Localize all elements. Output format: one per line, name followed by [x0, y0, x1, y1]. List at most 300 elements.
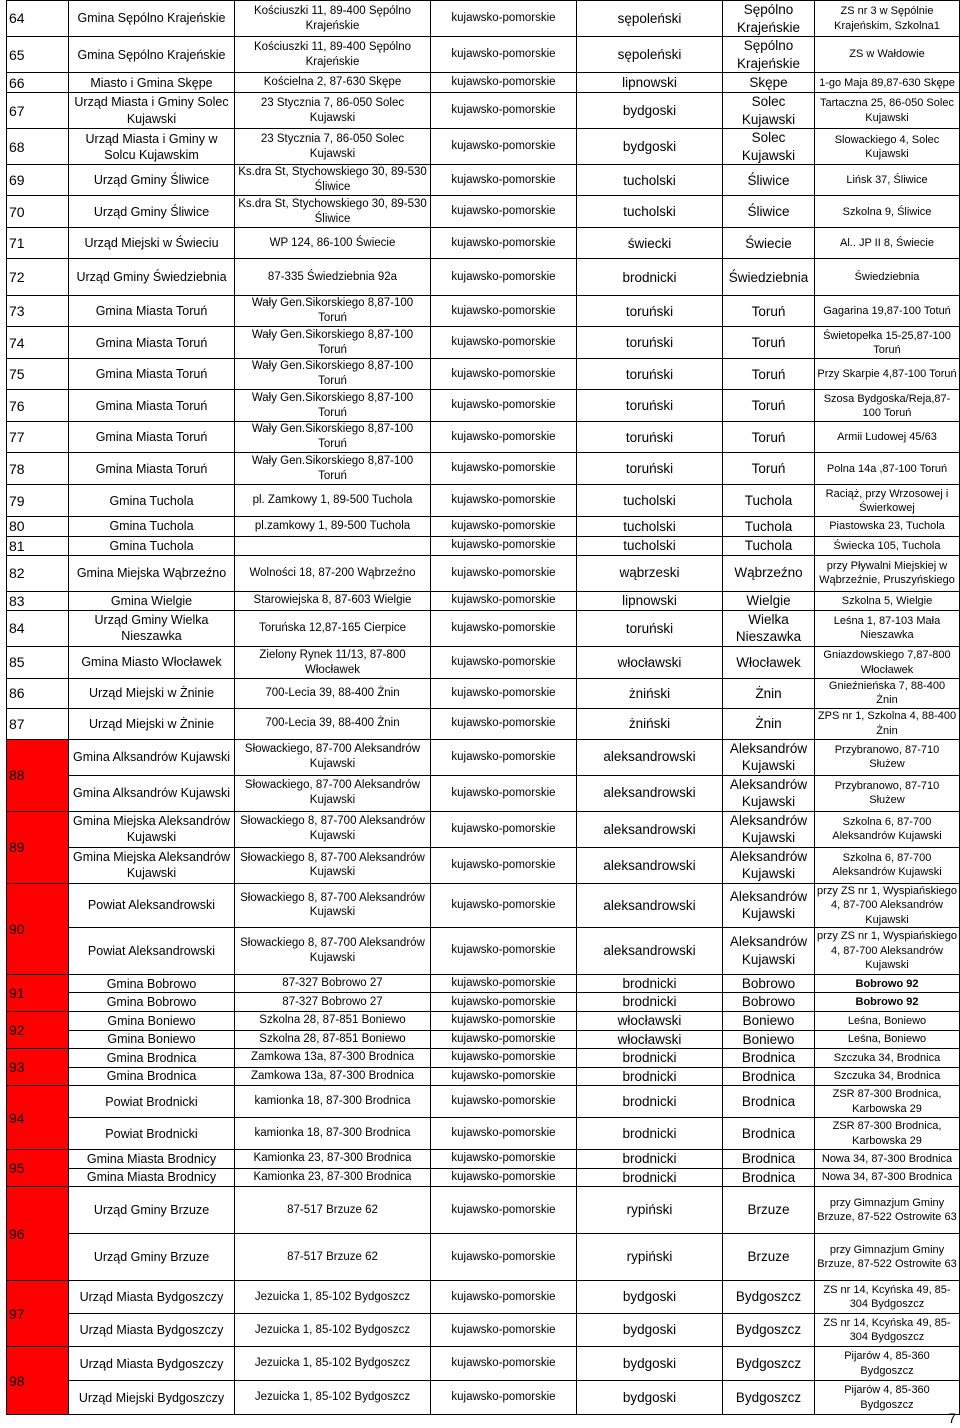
- location-cell: Leśna, Boniewo: [815, 1030, 960, 1049]
- institution-name-cell: Gmina Brodnica: [69, 1067, 235, 1086]
- voivodeship-cell: kujawsko-pomorskie: [431, 37, 577, 73]
- voivodeship-cell: kujawsko-pomorskie: [431, 259, 577, 296]
- table-row: [7, 1234, 960, 1281]
- institution-address-cell: Ks.dra St, Stychowskiego 30, 89-530 Śliwice: [235, 196, 431, 228]
- institution-address-cell: Wały Gen.Sikorskiego 8,87-100 Toruń: [235, 422, 431, 453]
- table-row: [7, 129, 960, 165]
- voivodeship-cell: kujawsko-pomorskie: [431, 129, 577, 165]
- county-cell: włocławski: [577, 1011, 723, 1030]
- institution-address-cell: pl.zamkowy 1, 89-500 Tuchola: [235, 517, 431, 536]
- county-cell: brodnicki: [577, 1049, 723, 1068]
- locality-cell: Aleksandrów Kujawski: [723, 884, 815, 928]
- location-cell: Pijarów 4, 85-360 Bydgoszcz: [815, 1381, 960, 1415]
- institution-name-cell: Urząd Miasta Bydgoszczy: [69, 1347, 235, 1381]
- institution-name-cell: Gmina Miasta Toruń: [69, 390, 235, 422]
- county-cell: żniński: [577, 679, 723, 709]
- county-cell: aleksandrowski: [577, 927, 723, 974]
- institution-address-cell: Słowackiego 8, 87-700 Aleksandrów Kujawski: [235, 811, 431, 847]
- location-cell: Pijarów 4, 85-360 Bydgoszcz: [815, 1347, 960, 1381]
- locality-cell: Bobrowo: [723, 974, 815, 993]
- table-row: [7, 296, 960, 327]
- table-row: [7, 259, 960, 296]
- table-row: [7, 1347, 960, 1381]
- locality-cell: Bydgoszcz: [723, 1381, 815, 1415]
- location-cell: Szkolna 6, 87-700 Aleksandrów Kujawski: [815, 847, 960, 883]
- row-number-cell: 71: [7, 228, 69, 259]
- voivodeship-cell: kujawsko-pomorskie: [431, 359, 577, 390]
- county-cell: tucholski: [577, 196, 723, 228]
- locality-cell: Sępólno Krajeńskie: [723, 1, 815, 37]
- voivodeship-cell: kujawsko-pomorskie: [431, 390, 577, 422]
- voivodeship-cell: kujawsko-pomorskie: [431, 1234, 577, 1281]
- institution-name-cell: Gmina Miejska Wąbrzeźno: [69, 555, 235, 591]
- locality-cell: Solec Kujawski: [723, 129, 815, 165]
- institution-name-cell: Urząd Miasta Bydgoszczy: [69, 1314, 235, 1347]
- institution-address-cell: Wały Gen.Sikorskiego 8,87-100 Toruń: [235, 296, 431, 327]
- voivodeship-cell: kujawsko-pomorskie: [431, 1118, 577, 1150]
- institution-address-cell: Zamkowa 13a, 87-300 Brodnica: [235, 1067, 431, 1086]
- table-row: [7, 1067, 960, 1086]
- row-number-cell: 83: [7, 591, 69, 610]
- voivodeship-cell: kujawsko-pomorskie: [431, 610, 577, 646]
- location-cell: przy Gimnazjum Gminy Brzuze, 87-522 Ostrowite 63: [815, 1234, 960, 1281]
- location-cell: Bobrowo 92: [815, 974, 960, 993]
- table-row: [7, 993, 960, 1012]
- row-number-cell: 88: [7, 739, 69, 811]
- institution-name-cell: Gmina Miejska Aleksandrów Kujawski: [69, 847, 235, 883]
- row-number-cell: 97: [7, 1281, 69, 1347]
- locality-cell: Świedziebnia: [723, 259, 815, 296]
- institution-name-cell: Powiat Aleksandrowski: [69, 884, 235, 928]
- row-number-cell: 95: [7, 1150, 69, 1187]
- row-number-cell: 70: [7, 196, 69, 228]
- locality-cell: Solec Kujawski: [723, 93, 815, 129]
- table-row: [7, 196, 960, 228]
- voivodeship-cell: kujawsko-pomorskie: [431, 555, 577, 591]
- institution-name-cell: Gmina Miasta Toruń: [69, 296, 235, 327]
- table-row: [7, 974, 960, 993]
- locality-cell: Aleksandrów Kujawski: [723, 927, 815, 974]
- row-number-cell: 66: [7, 73, 69, 93]
- institution-address-cell: Toruńska 12,87-165 Cierpice: [235, 610, 431, 646]
- institution-name-cell: Gmina Brodnica: [69, 1049, 235, 1068]
- locality-cell: Aleksandrów Kujawski: [723, 775, 815, 811]
- location-cell: ZS nr 14, Kcyńska 49, 85-304 Bydgoszcz: [815, 1314, 960, 1347]
- voivodeship-cell: kujawsko-pomorskie: [431, 93, 577, 129]
- institution-address-cell: Kościelna 2, 87-630 Skępe: [235, 73, 431, 93]
- location-cell: przy ZS nr 1, Wyspiańskiego 4, 87-700 Aleksandrów Kujawski: [815, 927, 960, 974]
- institution-name-cell: Urząd Gminy Brzuze: [69, 1187, 235, 1234]
- institution-address-cell: Jezuicka 1, 85-102 Bydgoszcz: [235, 1281, 431, 1314]
- locality-cell: Brodnica: [723, 1049, 815, 1068]
- county-cell: świecki: [577, 228, 723, 259]
- row-number-cell: 64: [7, 1, 69, 37]
- row-number-cell: 68: [7, 129, 69, 165]
- institution-address-cell: 87-517 Brzuze 62: [235, 1187, 431, 1234]
- locality-cell: Toruń: [723, 327, 815, 359]
- table-row: [7, 165, 960, 196]
- row-number-cell: 67: [7, 93, 69, 129]
- locality-cell: Wielka Nieszawka: [723, 610, 815, 646]
- locality-cell: Brodnica: [723, 1067, 815, 1086]
- locality-cell: Śliwice: [723, 196, 815, 228]
- table-row: [7, 1150, 960, 1169]
- location-cell: ZSR 87-300 Brodnica, Karbowska 29: [815, 1118, 960, 1150]
- locality-cell: Boniewo: [723, 1011, 815, 1030]
- table-row: [7, 708, 960, 739]
- location-cell: 1-go Maja 89,87-630 Skępe: [815, 73, 960, 93]
- institution-name-cell: Urząd Miejski w Żninie: [69, 708, 235, 739]
- location-cell: ZS w Wałdowie: [815, 37, 960, 73]
- table-row: [7, 739, 960, 775]
- location-cell: Przybranowo, 87-710 Służew: [815, 775, 960, 811]
- voivodeship-cell: kujawsko-pomorskie: [431, 927, 577, 974]
- location-cell: ZS nr 14, Kcyńska 49, 85-304 Bydgoszcz: [815, 1281, 960, 1314]
- location-cell: przy Pływalni Miejskiej w Wąbrzeźnie, Pruszyńskiego: [815, 555, 960, 591]
- institution-name-cell: Gmina Tuchola: [69, 517, 235, 536]
- row-number-cell: 98: [7, 1347, 69, 1415]
- institution-name-cell: Gmina Tuchola: [69, 485, 235, 517]
- county-cell: lipnowski: [577, 591, 723, 610]
- voivodeship-cell: kujawsko-pomorskie: [431, 196, 577, 228]
- location-cell: Raciąż, przy Wrzosowej i Świerkowej: [815, 485, 960, 517]
- row-number-cell: 77: [7, 422, 69, 453]
- row-number-cell: 82: [7, 555, 69, 591]
- institution-name-cell: Gmina Sępólno Krajeńskie: [69, 1, 235, 37]
- institution-name-cell: Urząd Miasta Bydgoszczy: [69, 1281, 235, 1314]
- voivodeship-cell: kujawsko-pomorskie: [431, 775, 577, 811]
- table-row: [7, 1, 960, 37]
- county-cell: toruński: [577, 610, 723, 646]
- location-cell: Gnieźnieńska 7, 88-400 Żnin: [815, 679, 960, 709]
- county-cell: aleksandrowski: [577, 775, 723, 811]
- institution-address-cell: [235, 536, 431, 555]
- row-number-cell: 89: [7, 811, 69, 883]
- voivodeship-cell: kujawsko-pomorskie: [431, 517, 577, 536]
- institution-name-cell: Gmina Sępólno Krajeńskie: [69, 37, 235, 73]
- table-row: [7, 485, 960, 517]
- county-cell: bydgoski: [577, 129, 723, 165]
- county-cell: bydgoski: [577, 1347, 723, 1381]
- county-cell: aleksandrowski: [577, 884, 723, 928]
- locality-cell: Bobrowo: [723, 993, 815, 1012]
- location-cell: Gniazdowskiego 7,87-800 Włocławek: [815, 647, 960, 679]
- locality-cell: Śliwice: [723, 165, 815, 196]
- institution-address-cell: Zielony Rynek 11/13, 87-800 Włocławek: [235, 647, 431, 679]
- voivodeship-cell: kujawsko-pomorskie: [431, 1067, 577, 1086]
- location-cell: Przybranowo, 87-710 Służew: [815, 739, 960, 775]
- locality-cell: Tuchola: [723, 485, 815, 517]
- location-cell: Gagarina 19,87-100 Totuń: [815, 296, 960, 327]
- locality-cell: Brodnica: [723, 1118, 815, 1150]
- institution-address-cell: 87-335 Świedziebnia 92a: [235, 259, 431, 296]
- location-cell: Szczuka 34, Brodnica: [815, 1049, 960, 1068]
- county-cell: toruński: [577, 390, 723, 422]
- locality-cell: Toruń: [723, 359, 815, 390]
- institution-address-cell: Wały Gen.Sikorskiego 8,87-100 Toruń: [235, 390, 431, 422]
- institution-address-cell: Wały Gen.Sikorskiego 8,87-100 Toruń: [235, 453, 431, 485]
- locality-cell: Brodnica: [723, 1150, 815, 1169]
- row-number-cell: 85: [7, 647, 69, 679]
- locality-cell: Aleksandrów Kujawski: [723, 739, 815, 775]
- table-row: [7, 228, 960, 259]
- table-row: [7, 847, 960, 883]
- institution-address-cell: Zamkowa 13a, 87-300 Brodnica: [235, 1049, 431, 1068]
- institution-name-cell: Powiat Brodnicki: [69, 1086, 235, 1118]
- locality-cell: Wąbrzeźno: [723, 555, 815, 591]
- table-row: [7, 359, 960, 390]
- institution-name-cell: Gmina Alksandrów Kujawski: [69, 739, 235, 775]
- county-cell: brodnicki: [577, 993, 723, 1012]
- institution-name-cell: Miasto i Gmina Skępe: [69, 73, 235, 93]
- location-cell: Armii Ludowej 45/63: [815, 422, 960, 453]
- voivodeship-cell: kujawsko-pomorskie: [431, 485, 577, 517]
- voivodeship-cell: kujawsko-pomorskie: [431, 1086, 577, 1118]
- institution-name-cell: Urząd Gminy Brzuze: [69, 1234, 235, 1281]
- voivodeship-cell: kujawsko-pomorskie: [431, 1049, 577, 1068]
- location-cell: ZSR 87-300 Brodnica, Karbowska 29: [815, 1086, 960, 1118]
- table-row: [7, 1381, 960, 1415]
- county-cell: toruński: [577, 359, 723, 390]
- row-number-cell: 94: [7, 1086, 69, 1150]
- table-row: [7, 37, 960, 73]
- institution-name-cell: Gmina Miasta Toruń: [69, 359, 235, 390]
- location-cell: Świecka 105, Tuchola: [815, 536, 960, 555]
- row-number-cell: 87: [7, 708, 69, 739]
- table-row: [7, 555, 960, 591]
- locality-cell: Sępólno Krajeńskie: [723, 37, 815, 73]
- voivodeship-cell: kujawsko-pomorskie: [431, 422, 577, 453]
- institution-address-cell: Słowackiego, 87-700 Aleksandrów Kujawski: [235, 739, 431, 775]
- location-cell: Piastowska 23, Tuchola: [815, 517, 960, 536]
- locality-cell: Boniewo: [723, 1030, 815, 1049]
- locality-cell: Żnin: [723, 708, 815, 739]
- table-row: [7, 536, 960, 555]
- county-cell: bydgoski: [577, 1281, 723, 1314]
- locality-cell: Włocławek: [723, 647, 815, 679]
- locality-cell: Bydgoszcz: [723, 1281, 815, 1314]
- voivodeship-cell: kujawsko-pomorskie: [431, 847, 577, 883]
- row-number-cell: 74: [7, 327, 69, 359]
- county-cell: brodnicki: [577, 1168, 723, 1187]
- locality-cell: Brodnica: [723, 1168, 815, 1187]
- voivodeship-cell: kujawsko-pomorskie: [431, 739, 577, 775]
- county-cell: bydgoski: [577, 1381, 723, 1415]
- institution-name-cell: Urząd Miejski w Świeciu: [69, 228, 235, 259]
- location-cell: Świedziebnia: [815, 259, 960, 296]
- county-cell: brodnicki: [577, 974, 723, 993]
- voivodeship-cell: kujawsko-pomorskie: [431, 1011, 577, 1030]
- institution-address-cell: Słowackiego 8, 87-700 Aleksandrów Kujawski: [235, 927, 431, 974]
- row-number-cell: 92: [7, 1011, 69, 1048]
- county-cell: sępoleński: [577, 1, 723, 37]
- row-number-cell: 75: [7, 359, 69, 390]
- location-cell: ZPS nr 1, Szkolna 4, 88-400 Żnin: [815, 708, 960, 739]
- table-row: [7, 591, 960, 610]
- institution-name-cell: Gmina Miasta Toruń: [69, 327, 235, 359]
- row-number-cell: 79: [7, 485, 69, 517]
- voivodeship-cell: kujawsko-pomorskie: [431, 974, 577, 993]
- institution-address-cell: kamionka 18, 87-300 Brodnica: [235, 1118, 431, 1150]
- county-cell: włocławski: [577, 647, 723, 679]
- table-row: [7, 93, 960, 129]
- location-cell: Szosa Bydgoska/Reja,87-100 Toruń: [815, 390, 960, 422]
- location-cell: Polna 14a ,87-100 Toruń: [815, 453, 960, 485]
- institution-name-cell: Gmina Miejska Aleksandrów Kujawski: [69, 811, 235, 847]
- locality-cell: Aleksandrów Kujawski: [723, 811, 815, 847]
- row-number-cell: 86: [7, 679, 69, 709]
- table-row: [7, 610, 960, 646]
- voivodeship-cell: kujawsko-pomorskie: [431, 884, 577, 928]
- location-cell: Przy Skarpie 4,87-100 Toruń: [815, 359, 960, 390]
- institution-address-cell: 87-517 Brzuze 62: [235, 1234, 431, 1281]
- page-number: 7: [948, 1410, 956, 1426]
- institution-name-cell: Urząd Gminy Świedziebnia: [69, 259, 235, 296]
- voivodeship-cell: kujawsko-pomorskie: [431, 327, 577, 359]
- table-row: [7, 1030, 960, 1049]
- institution-name-cell: Urząd Miejski Bydgoszczy: [69, 1381, 235, 1415]
- table-row: [7, 1118, 960, 1150]
- locality-cell: Aleksandrów Kujawski: [723, 847, 815, 883]
- table-row: [7, 73, 960, 93]
- institution-address-cell: Wolności 18, 87-200 Wąbrzeźno: [235, 555, 431, 591]
- voivodeship-cell: kujawsko-pomorskie: [431, 165, 577, 196]
- location-cell: Lińsk 37, Śliwice: [815, 165, 960, 196]
- table-row: [7, 327, 960, 359]
- location-cell: Szczuka 34, Brodnica: [815, 1067, 960, 1086]
- institution-name-cell: Gmina Miasto Włocławek: [69, 647, 235, 679]
- voivodeship-cell: kujawsko-pomorskie: [431, 1150, 577, 1169]
- table-row: [7, 422, 960, 453]
- location-cell: Szkolna 5, Wielgie: [815, 591, 960, 610]
- voivodeship-cell: kujawsko-pomorskie: [431, 993, 577, 1012]
- county-cell: brodnicki: [577, 259, 723, 296]
- locality-cell: Brzuze: [723, 1234, 815, 1281]
- location-cell: Szkolna 6, 87-700 Aleksandrów Kujawski: [815, 811, 960, 847]
- locality-cell: Toruń: [723, 453, 815, 485]
- location-cell: Świetopełka 15-25,87-100 Toruń: [815, 327, 960, 359]
- institution-address-cell: Wały Gen.Sikorskiego 8,87-100 Toruń: [235, 359, 431, 390]
- table-row: [7, 811, 960, 847]
- institution-address-cell: kamionka 18, 87-300 Brodnica: [235, 1086, 431, 1118]
- institution-address-cell: 23 Stycznia 7, 86-050 Solec Kujawski: [235, 129, 431, 165]
- institution-name-cell: Urząd Gminy Wielka Nieszawka: [69, 610, 235, 646]
- county-cell: bydgoski: [577, 1314, 723, 1347]
- voivodeship-cell: kujawsko-pomorskie: [431, 1187, 577, 1234]
- row-number-cell: 81: [7, 536, 69, 555]
- location-cell: Nowa 34, 87-300 Brodnica: [815, 1150, 960, 1169]
- table-row: [7, 1187, 960, 1234]
- county-cell: toruński: [577, 453, 723, 485]
- county-cell: brodnicki: [577, 1067, 723, 1086]
- voivodeship-cell: kujawsko-pomorskie: [431, 647, 577, 679]
- table-row: [7, 1168, 960, 1187]
- locality-cell: Żnin: [723, 679, 815, 709]
- county-cell: toruński: [577, 296, 723, 327]
- county-cell: rypiński: [577, 1234, 723, 1281]
- locality-cell: Toruń: [723, 296, 815, 327]
- institution-address-cell: Szkolna 28, 87-851 Boniewo: [235, 1011, 431, 1030]
- institution-name-cell: Gmina Boniewo: [69, 1030, 235, 1049]
- institution-address-cell: 700-Lecia 39, 88-400 Żnin: [235, 679, 431, 709]
- table-row: [7, 1314, 960, 1347]
- voivodeship-cell: kujawsko-pomorskie: [431, 591, 577, 610]
- county-cell: tucholski: [577, 165, 723, 196]
- institution-address-cell: Jezuicka 1, 85-102 Bydgoszcz: [235, 1314, 431, 1347]
- location-cell: Al.. JP II 8, Świecie: [815, 228, 960, 259]
- table-row: [7, 1281, 960, 1314]
- county-cell: toruński: [577, 422, 723, 453]
- institution-name-cell: Gmina Tuchola: [69, 536, 235, 555]
- county-cell: brodnicki: [577, 1118, 723, 1150]
- location-cell: przy ZS nr 1, Wyspiańskiego 4, 87-700 Aleksandrów Kujawski: [815, 884, 960, 928]
- location-cell: przy Gimnazjum Gminy Brzuze, 87-522 Ostrowite 63: [815, 1187, 960, 1234]
- county-cell: wąbrzeski: [577, 555, 723, 591]
- institution-address-cell: Słowackiego 8, 87-700 Aleksandrów Kujawski: [235, 847, 431, 883]
- county-cell: sępoleński: [577, 37, 723, 73]
- institution-address-cell: Kościuszki 11, 89-400 Sępólno Krajeńskie: [235, 1, 431, 37]
- location-cell: Tartaczna 25, 86-050 Solec Kujawski: [815, 93, 960, 129]
- county-cell: brodnicki: [577, 1086, 723, 1118]
- table-row: [7, 453, 960, 485]
- institution-address-cell: WP 124, 86-100 Świecie: [235, 228, 431, 259]
- row-number-cell: 90: [7, 884, 69, 975]
- institution-name-cell: Urząd Miasta i Gminy Solec Kujawski: [69, 93, 235, 129]
- location-cell: Szkolna 9, Śliwice: [815, 196, 960, 228]
- table-row: [7, 1011, 960, 1030]
- county-cell: tucholski: [577, 536, 723, 555]
- row-number-cell: 84: [7, 610, 69, 646]
- registry-table-sheet: [6, 0, 959, 1415]
- institution-address-cell: Wały Gen.Sikorskiego 8,87-100 Toruń: [235, 327, 431, 359]
- location-cell: Nowa 34, 87-300 Brodnica: [815, 1168, 960, 1187]
- row-number-cell: 76: [7, 390, 69, 422]
- location-cell: Slowackiego 4, Solec Kujawski: [815, 129, 960, 165]
- table-row: [7, 679, 960, 709]
- institution-address-cell: pl. Zamkowy 1, 89-500 Tuchola: [235, 485, 431, 517]
- locality-cell: Bydgoszcz: [723, 1314, 815, 1347]
- voivodeship-cell: kujawsko-pomorskie: [431, 811, 577, 847]
- voivodeship-cell: kujawsko-pomorskie: [431, 228, 577, 259]
- institution-name-cell: Gmina Miasta Toruń: [69, 453, 235, 485]
- institution-name-cell: Powiat Aleksandrowski: [69, 927, 235, 974]
- institution-address-cell: Ks.dra St, Stychowskiego 30, 89-530 Śliwice: [235, 165, 431, 196]
- table-row: [7, 775, 960, 811]
- location-cell: Leśna 1, 87-103 Mała Nieszawka: [815, 610, 960, 646]
- row-number-cell: 65: [7, 37, 69, 73]
- locality-cell: Tuchola: [723, 517, 815, 536]
- locality-cell: Toruń: [723, 390, 815, 422]
- row-number-cell: 91: [7, 974, 69, 1011]
- county-cell: rypiński: [577, 1187, 723, 1234]
- institution-address-cell: Szkolna 28, 87-851 Boniewo: [235, 1030, 431, 1049]
- voivodeship-cell: kujawsko-pomorskie: [431, 73, 577, 93]
- voivodeship-cell: kujawsko-pomorskie: [431, 536, 577, 555]
- county-cell: aleksandrowski: [577, 847, 723, 883]
- row-number-cell: 96: [7, 1187, 69, 1281]
- county-cell: toruński: [577, 327, 723, 359]
- institution-address-cell: Jezuicka 1, 85-102 Bydgoszcz: [235, 1347, 431, 1381]
- locality-cell: Brodnica: [723, 1086, 815, 1118]
- locality-cell: Skępe: [723, 73, 815, 93]
- voivodeship-cell: kujawsko-pomorskie: [431, 1314, 577, 1347]
- voivodeship-cell: kujawsko-pomorskie: [431, 708, 577, 739]
- institution-name-cell: Gmina Alksandrów Kujawski: [69, 775, 235, 811]
- voivodeship-cell: kujawsko-pomorskie: [431, 1381, 577, 1415]
- registry-table: [6, 0, 960, 1415]
- county-cell: tucholski: [577, 517, 723, 536]
- county-cell: żniński: [577, 708, 723, 739]
